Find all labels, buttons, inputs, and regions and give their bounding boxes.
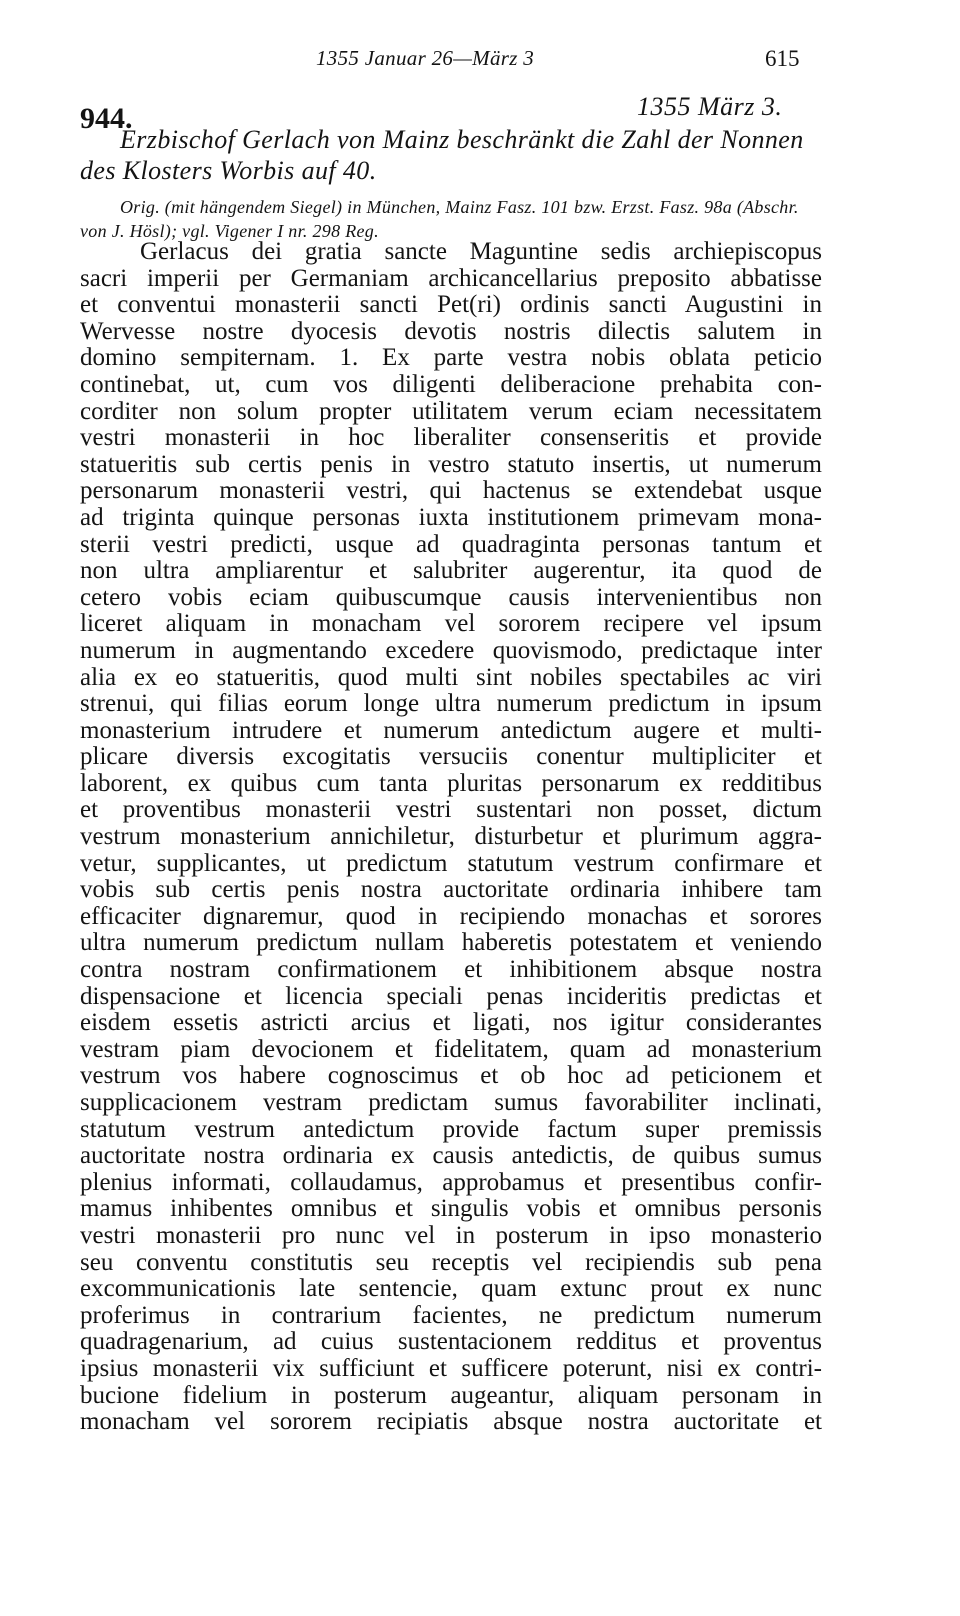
- text-line: vobis sub certis penis nostra auctoritate ordinaria inhibere tam: [80, 876, 822, 904]
- text-line: statueritis sub certis penis in vestro statuto insertis, ut numerum: [80, 450, 822, 478]
- text-line: et conventui monasterii sancti Pet(ri) ordinis sancti Augustini in: [80, 291, 822, 319]
- text-line: auctoritate nostra ordinaria ex causis antedictis, de quibus sumus: [80, 1142, 822, 1170]
- text-line: monasterium intrudere et numerum antedictum augere et multi-: [80, 716, 822, 744]
- text-line: liceret aliquam in monacham vel sororem recipere vel ipsum: [80, 610, 822, 638]
- text-line: Gerlacus dei gratia sancte Maguntine sedis archiepiscopus: [140, 238, 822, 265]
- text-line: corditer non solum propter utilitatem verum eciam necessitatem: [80, 397, 822, 425]
- charter-text: [80, 239, 822, 1436]
- text-line: sacri imperii per Germaniam archicancellarius preposito abbatisse: [80, 264, 822, 292]
- text-line: strenui, qui filias eorum longe ultra numerum predictum in ipsum: [80, 690, 822, 718]
- text-line: supplicacionem vestram predictam sumus favorabiliter inclinati,: [80, 1089, 822, 1116]
- text-line: proferimus in contrarium facientes, ne predictum numerum: [80, 1301, 822, 1329]
- text-line: efficaciter dignaremur, quod in recipiendo monachas et sorores: [80, 902, 822, 930]
- text-line: vestram piam devocionem et fidelitatem, quam ad monasterium: [80, 1035, 822, 1063]
- text-line: et proventibus monasterii vestri sustentari non posset, dictum: [80, 796, 822, 824]
- text-line: alia ex eo statueritis, quod multi sint nobiles spectabiles ac viri: [80, 663, 822, 691]
- document-number: 944.: [80, 102, 133, 135]
- text-line: laborent, ex quibus cum tanta pluritas personarum ex redditibus: [80, 769, 822, 797]
- text-line: ad triginta quinque personas iuxta institutionem primevam mona-: [80, 503, 822, 531]
- text-line: sterii vestri predicti, usque ad quadraginta personas tantum et: [80, 530, 822, 558]
- text-line: continebat, ut, cum vos diligenti deliberacione prehabita con-: [80, 370, 822, 398]
- text-line: statutum vestrum antedictum provide factum super premissis: [80, 1115, 822, 1143]
- text-line: vestrum monasterium annichiletur, disturbetur et plurimum aggra-: [80, 823, 822, 851]
- text-line: ultra numerum predictum nullam haberetis potestatem et veniendo: [80, 929, 822, 957]
- document-date: 1355 März 3.: [637, 92, 783, 121]
- text-line: vestri monasterii pro nunc vel in posterum in ipso monasterio: [80, 1221, 822, 1249]
- text-line: seu conventu constitutis seu receptis vel recipiendis sub pena: [80, 1248, 822, 1276]
- text-line: ipsius monasterii vix sufficiunt et sufficere poterunt, nisi ex contri-: [80, 1354, 822, 1382]
- text-line: mamus inhibentes omnibus et singulis vobis et omnibus personis: [80, 1195, 822, 1223]
- text-line: contra nostram confirmationem et inhibitionem absque nostra: [80, 956, 822, 984]
- text-line: monacham vel sororem recipiatis absque nostra auctoritate et: [80, 1408, 822, 1436]
- text-line: domino sempiternam. 1. Ex parte vestra nobis oblata peticio: [80, 344, 822, 372]
- text-line: vestrum vos habere cognoscimus et ob hoc ad peticionem et: [80, 1062, 822, 1090]
- text-line: vestri monasterii in hoc liberaliter consenseritis et provide: [80, 424, 822, 452]
- text-line: vetur, supplicantes, ut predictum statutum vestrum confirmare et: [80, 849, 822, 877]
- running-header-title: 1355 Januar 26—März 3: [316, 46, 535, 70]
- text-line: Wervesse nostre dyocesis devotis nostris dilectis salutem in: [80, 317, 822, 345]
- source-note: Orig. (mit hängendem Siegel) in München, Mainz Fasz. 101 bzw. Erzst. Fasz. 98a (Abschr. von J. Hösl); vgl. Vigener I nr. 298 Reg.: [80, 197, 799, 241]
- text-line: bucione fidelium in posterum augeantur, aliquam personam in: [80, 1381, 822, 1409]
- text-line: plenius informati, collaudamus, approbamus et presentibus confir-: [80, 1168, 822, 1196]
- text-line: non ultra ampliarentur et salubriter augerentur, ita quod de: [80, 557, 822, 585]
- text-line: cetero vobis eciam quibuscumque causis intervenientibus non: [80, 583, 822, 611]
- text-line: excommunicationis late sentencie, quam extunc prout ex nunc: [80, 1275, 822, 1303]
- text-line: plicare diversis excogitatis versuciis conentur multipliciter et: [80, 743, 822, 771]
- text-line: eisdem essetis astricti arcius et ligati, nos igitur considerantes: [80, 1009, 822, 1037]
- text-line: numerum in augmentando excedere quovismodo, predictaque inter: [80, 636, 822, 664]
- page-number: 615: [765, 46, 800, 71]
- document-summary: Erzbischof Gerlach von Mainz beschränkt die Zahl der Nonnen des Klosters Worbis auf 40.: [80, 125, 804, 185]
- text-line: dispensacione et licencia speciali penas incideritis predictas et: [80, 982, 822, 1010]
- text-line: quadragenarium, ad cuius sustentacionem redditus et proventus: [80, 1328, 822, 1356]
- text-line: personarum monasterii vestri, qui hactenus se extendebat usque: [80, 477, 822, 505]
